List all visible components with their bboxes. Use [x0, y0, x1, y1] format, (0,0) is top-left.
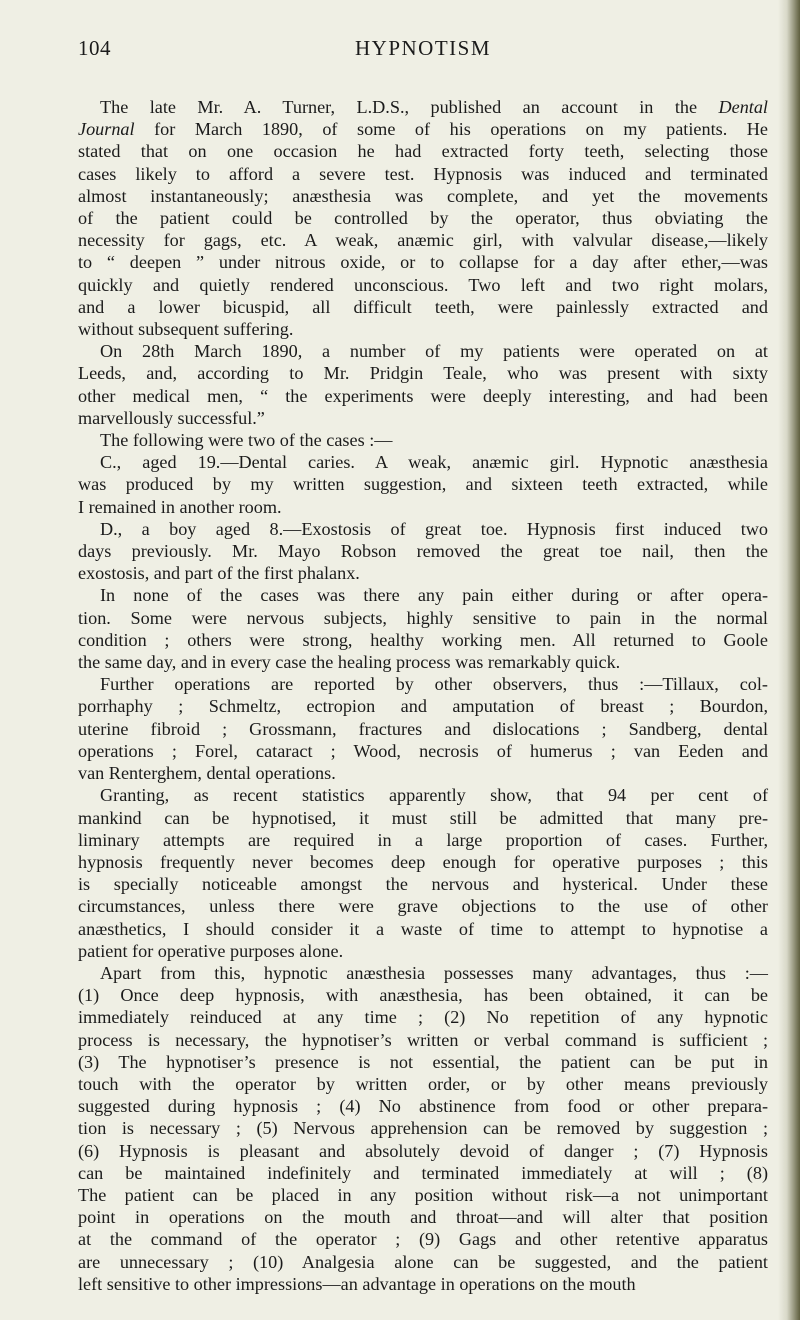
- text-line: touch with the operator by written order, or by other means previously: [78, 1073, 768, 1094]
- text-line: Apart from this, hypnotic anæsthesia possesses many advantages, thus :—: [100, 962, 768, 983]
- text-line: In none of the cases was there any pain either during or after opera-: [100, 585, 768, 606]
- text-line: other medical men, “ the experiments were deeply interesting, and had been: [78, 385, 768, 406]
- text-line: circumstances, unless there were grave objections to the use of other: [78, 896, 768, 917]
- paragraph: [78, 429, 768, 451]
- text-line: mankind can be hypnotised, it must still be admitted that many pre-: [78, 807, 768, 828]
- text-line: The following were two of the cases :—: [100, 430, 393, 451]
- text-line: of the patient could be controlled by the operator, thus obviating the: [78, 208, 768, 229]
- text-line: days previously. Mr. Mayo Robson removed the great toe nail, then the: [78, 541, 768, 562]
- text-line: stated that on one occasion he had extracted forty teeth, selecting those: [78, 141, 768, 162]
- text-line: van Renterghem, dental operations.: [78, 763, 336, 784]
- paragraph: [78, 340, 768, 429]
- text-line: patient for operative purposes alone.: [78, 940, 344, 961]
- text-line: and a lower bicuspid, all difficult teeth, were painlessly extracted and: [78, 296, 768, 317]
- text-line: without subsequent suffering.: [78, 319, 294, 340]
- text-line: hypnosis frequently never becomes deep enough for operative purposes ; this: [78, 851, 768, 872]
- text-line: The late Mr. A. Turner, L.D.S., published an account in the Dental: [100, 97, 768, 117]
- text-line: (1) Once deep hypnosis, with anæsthesia, has been obtained, it can be: [78, 985, 768, 1006]
- text-line: are unnecessary ; (10) Analgesia alone can be suggested, and the patient: [78, 1251, 768, 1272]
- paragraph: [78, 518, 768, 585]
- text-line: Leeds, and, according to Mr. Pridgin Teale, who was present with sixty: [78, 363, 768, 384]
- text-line: is specially noticeable amongst the nervous and hysterical. Under these: [78, 874, 768, 895]
- text-line: cases likely to afford a severe test. Hypnosis was induced and terminated: [78, 163, 768, 184]
- text-line: liminary attempts are required in a large proportion of cases. Further,: [78, 829, 768, 850]
- body-text: [78, 96, 768, 1295]
- paragraph: [78, 784, 768, 962]
- text-line: Granting, as recent statistics apparently show, that 94 per cent of: [100, 785, 768, 806]
- text-line: tion is necessary ; (5) Nervous apprehension can be removed by suggestion ;: [78, 1118, 768, 1139]
- running-head: [78, 36, 768, 66]
- text-line: quickly and quietly rendered unconscious. Two left and two right molars,: [78, 274, 768, 295]
- text-line: can be maintained indefinitely and terminated immediately at will ; (8): [78, 1162, 768, 1183]
- paragraph: [78, 451, 768, 518]
- text-line: C., aged 19.—Dental caries. A weak, anæmic girl. Hypnotic anæsthesia: [100, 452, 768, 473]
- text-line: was produced by my written suggestion, and sixteen teeth extracted, while: [78, 474, 768, 495]
- text-line: (3) The hypnotiser’s presence is not essential, the patient can be put in: [78, 1051, 768, 1072]
- text-line: On 28th March 1890, a number of my patients were operated on at: [100, 341, 768, 362]
- text-line: operations ; Forel, cataract ; Wood, necrosis of humerus ; van Eeden and: [78, 740, 768, 761]
- text-line: exostosis, and part of the first phalanx.: [78, 563, 360, 584]
- page-edge-shadow: [778, 0, 800, 1320]
- text-line: D., a boy aged 8.—Exostosis of great toe. Hypnosis first induced two: [100, 518, 768, 539]
- text-line: to “ deepen ” under nitrous oxide, or to collapse for a day after ether,—was: [78, 252, 768, 273]
- text-line: anæsthetics, I should consider it a waste of time to attempt to hypnotise a: [78, 918, 768, 939]
- text-line: The patient can be placed in any position without risk—a not unimportant: [78, 1184, 768, 1205]
- paragraph: [78, 673, 768, 784]
- text-line: porrhaphy ; Schmeltz, ectropion and amputation of breast ; Bourdon,: [78, 696, 768, 717]
- text-line: I remained in another room.: [78, 496, 282, 517]
- text-line: (6) Hypnosis is pleasant and absolutely devoid of danger ; (7) Hypnosis: [78, 1140, 768, 1161]
- text-line: tion. Some were nervous subjects, highly sensitive to pain in the normal: [78, 607, 768, 628]
- paragraph: [78, 962, 768, 1295]
- text-line: uterine fibroid ; Grossmann, fractures and dislocations ; Sandberg, dental: [78, 718, 768, 739]
- text-line: at the command of the operator ; (9) Gags and other retentive apparatus: [78, 1229, 768, 1250]
- text-line: necessity for gags, etc. A weak, anæmic girl, with valvular disease,—likely: [78, 230, 768, 251]
- text-line: left sensitive to other impressions—an advantage in operations on the mouth: [78, 1273, 636, 1294]
- text-line: Journal for March 1890, of some of his operations on my patients. He: [78, 119, 768, 140]
- text-line: condition ; others were strong, healthy working men. All returned to Goole: [78, 629, 768, 650]
- paragraph: [78, 96, 768, 340]
- paragraph: [78, 584, 768, 673]
- text-line: marvellously successful.”: [78, 407, 265, 428]
- text-line: immediately reinduced at any time ; (2) No repetition of any hypnotic: [78, 1007, 768, 1028]
- text-line: the same day, and in every case the healing process was remarkably quick.: [78, 652, 621, 673]
- text-line: point in operations on the mouth and throat—and will alter that position: [78, 1207, 768, 1228]
- text-line: suggested during hypnosis ; (4) No abstinence from food or other prepara-: [78, 1096, 768, 1117]
- text-line: Further operations are reported by other observers, thus :—Tillaux, col-: [100, 674, 768, 695]
- page-number: 104: [78, 36, 111, 60]
- text-line: almost instantaneously; anæsthesia was complete, and yet the movements: [78, 185, 768, 206]
- running-title: HYPNOTISM: [354, 36, 491, 60]
- text-line: process is necessary, the hypnotiser’s written or verbal command is sufficient ;: [78, 1029, 768, 1050]
